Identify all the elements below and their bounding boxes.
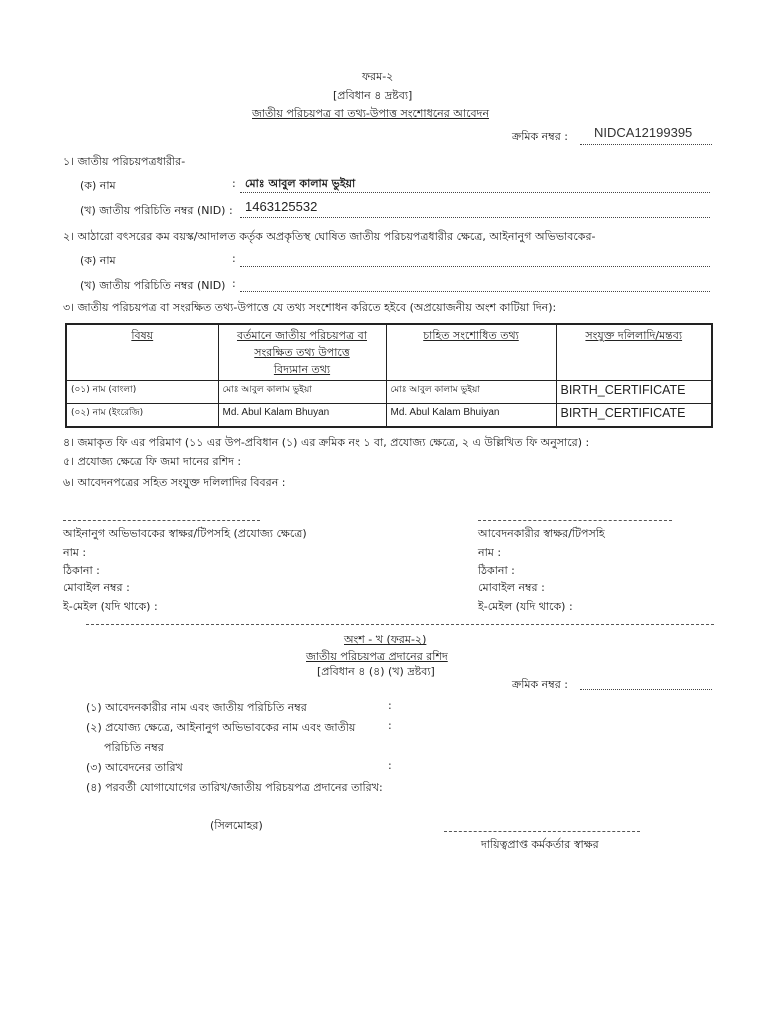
table-row — [66, 381, 712, 404]
applicant-mobile: মোবাইল নম্বর : — [478, 581, 545, 594]
item6-documents: ৬। আবেদনপত্রের সহিত সংযুক্ত দলিলাদির বিবরন : — [63, 476, 286, 489]
guardian-name-line — [240, 266, 710, 267]
part-b-title: অংশ - খ (ফরম-২) — [344, 633, 427, 646]
correction-table — [65, 323, 713, 428]
guardian-name: নাম : — [63, 546, 87, 559]
row-doc: BIRTH_CERTIFICATE — [556, 404, 712, 428]
cut-divider — [86, 624, 714, 625]
table-row — [66, 404, 712, 428]
guardian-nid-label: (খ) জাতীয় পরিচিতি নম্বর (NID) — [80, 279, 226, 292]
receipt-item-3: (৩) আবেদনের তারিখ — [86, 761, 183, 774]
holder-name-colon: : — [232, 177, 236, 190]
serial-line — [580, 144, 712, 145]
holder-nid-line — [240, 217, 710, 218]
section2-heading: ২। আঠারো বৎসরের কম বয়স্ক/আদালত কর্তৃক অপ্রকৃতিস্থ ঘোষিত জাতীয় পরিচয়পত্রধারীর ক্ষেত্রে, আইনানুগ অভিভাবকের- — [63, 230, 596, 243]
guardian-signature-title: আইনানুগ অভিভাবকের স্বাক্ষর/টিপসহি (প্রযোজ্য ক্ষেত্রে) — [63, 527, 307, 540]
receipt-item-2: (২) প্রযোজ্য ক্ষেত্রে, আইনানুগ অভিভাবকের নাম এবং জাতীয় — [86, 721, 356, 734]
guardian-mobile: মোবাইল নম্বর : — [63, 581, 130, 594]
holder-name-line — [240, 192, 710, 193]
header-subject: বিষয় — [66, 324, 218, 381]
item5-fee-receipt: ৫। প্রযোজ্য ক্ষেত্রে ফি জমা দানের রশিদ : — [63, 455, 242, 468]
receipt-item-3-colon: : — [388, 759, 392, 772]
row-current: Md. Abul Kalam Bhuyan — [218, 404, 386, 428]
item4-fee-amount: ৪। জমাকৃত ফি এর পরিমাণ (১১ এর উপ-প্রবিধান (১) এর ক্রমিক নং ১ বা, প্রযোজ্য ক্ষেত্রে, ২ এ উল্লিখিত ফি অনুসারে) : — [63, 436, 590, 449]
officer-signature-line — [444, 831, 640, 832]
serial-value: NIDCA12199395 — [594, 125, 693, 140]
officer-signature-label: দায়িত্বপ্রাপ্ত কর্মকর্তার স্বাক্ষর — [481, 838, 599, 851]
applicant-email: ই-মেইল (যদি থাকে) : — [478, 600, 573, 613]
row-subject: (০২) নাম (ইংরেজি) — [66, 404, 218, 428]
form-title: জাতীয় পরিচয়পত্র বা তথ্য-উপাত্ত সংশোধনের আবেদন — [252, 107, 490, 120]
applicant-address: ঠিকানা : — [478, 564, 515, 577]
row-current: মোঃ আবুল কালাম ভুইয়া — [218, 381, 386, 404]
guardian-nid-colon: : — [232, 277, 236, 290]
receipt-item-2-cont: পরিচিতি নম্বর — [104, 741, 164, 754]
row-desired: মোঃ আবুল কালাম ভুইয়া — [386, 381, 556, 404]
row-subject: (০১) নাম (বাংলা) — [66, 381, 218, 404]
section1-heading: ১। জাতীয় পরিচয়পত্রধারীর- — [63, 155, 186, 168]
part-b-rule-reference: [প্রবিধান ৪ (৪) (খ) দ্রষ্টব্য] — [317, 665, 435, 678]
header-current: বর্তমানে জাতীয় পরিচয়পত্র বা সংরক্ষিত তথ্য উপাত্তে বিদ্যমান তথ্য — [218, 324, 386, 381]
receipt-item-2-colon: : — [388, 719, 392, 732]
guardian-signature-line — [63, 520, 260, 521]
receipt-item-1-colon: : — [388, 699, 392, 712]
holder-name-value: মোঃ আবুল কালাম ভুইয়া — [245, 177, 356, 190]
form-number: ফরম-২ — [362, 70, 394, 83]
part-b-serial-label: ক্রমিক নম্বর : — [512, 678, 568, 691]
receipt-item-1: (১) আবেদনকারীর নাম এবং জাতীয় পরিচিতি নম্বর — [86, 701, 307, 714]
guardian-name-colon: : — [232, 252, 236, 265]
row-doc: BIRTH_CERTIFICATE — [556, 381, 712, 404]
guardian-nid-line — [240, 291, 710, 292]
holder-name-label: (ক) নাম — [80, 179, 116, 192]
row-desired: Md. Abul Kalam Bhuiyan — [386, 404, 556, 428]
part-b-serial-line — [580, 689, 712, 690]
seal-label: (সিলমোহর) — [210, 819, 263, 832]
guardian-name-label: (ক) নাম — [80, 254, 116, 267]
holder-nid-label: (খ) জাতীয় পরিচিতি নম্বর (NID) : — [80, 204, 233, 217]
guardian-email: ই-মেইল (যদি থাকে) : — [63, 600, 158, 613]
serial-label: ক্রমিক নম্বর : — [512, 130, 568, 143]
rule-reference: [প্রবিধান ৪ দ্রষ্টব্য] — [333, 89, 413, 102]
table-header-row — [66, 324, 712, 381]
applicant-name: নাম : — [478, 546, 502, 559]
header-docs: সংযুক্ত দলিলাদি/মন্তব্য — [556, 324, 712, 381]
applicant-signature-title: আবেদনকারীর স্বাক্ষর/টিপসহি — [478, 527, 605, 540]
holder-nid-value: 1463125532 — [245, 199, 318, 214]
section3-heading: ৩। জাতীয় পরিচয়পত্র বা সংরক্ষিত তথ্য-উপাত্তে যে তথ্য সংশোধন করিতে হইবে (অপ্রয়োজনীয় অংশ কাটিয়া দিন): — [63, 301, 557, 314]
part-b-subtitle: জাতীয় পরিচয়পত্র প্রদানের রশিদ — [306, 650, 448, 663]
receipt-item-4: (৪) পরবর্তী যোগাযোগের তারিখ/জাতীয় পরিচয়পত্র প্রদানের তারিখ: — [86, 781, 383, 794]
applicant-signature-line — [478, 520, 672, 521]
header-desired: চাহিত সংশোধিত তথ্য — [386, 324, 556, 381]
guardian-address: ঠিকানা : — [63, 564, 100, 577]
